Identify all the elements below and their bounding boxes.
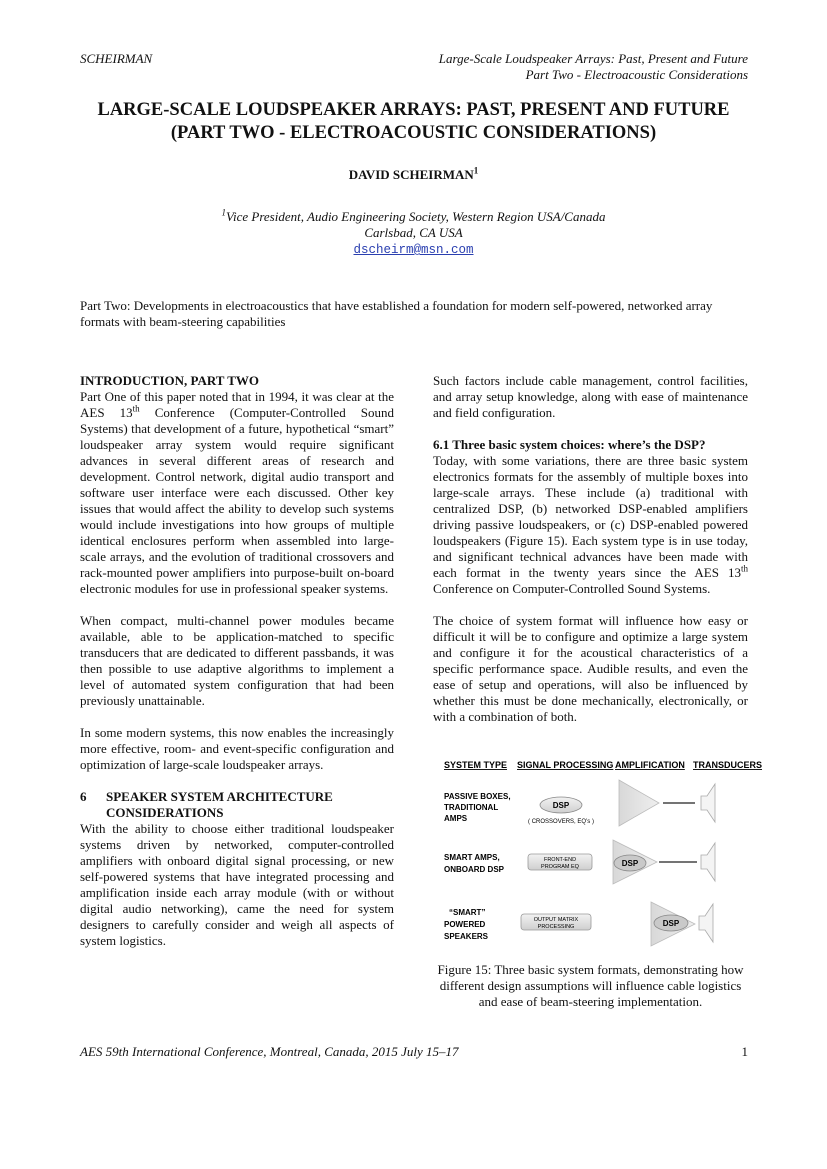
section-number: 6 (80, 789, 87, 804)
figure-col-header: SYSTEM TYPE (444, 760, 508, 770)
figure-col-header: TRANSDUCERS (693, 760, 763, 770)
affiliation-line2: Carlsbad, CA USA (364, 225, 463, 240)
paper-title-line1: LARGE-SCALE LOUDSPEAKER ARRAYS: PAST, PRESENT AND FUTURE (97, 100, 730, 120)
running-header-title-line2: Part Two - Electroacoustic Considerations (525, 67, 748, 82)
processing-box-label: OUTPUT MATRIX (533, 917, 579, 923)
row-label: ONBOARD DSP (444, 865, 505, 874)
amplifier-triangle (619, 780, 659, 826)
ordinal-sup: th (132, 403, 140, 414)
author-sup: 1 (473, 165, 479, 176)
author-name (60, 167, 767, 183)
row-label: SMART AMPS, (444, 853, 500, 862)
left-column (80, 373, 394, 965)
row-label: AMPS (444, 814, 468, 823)
footer-conference: AES 59th International Conference, Montreal, Canada, 2015 July 15–17 (80, 1044, 459, 1059)
author-name-text: DAVID SCHEIRMAN (348, 167, 474, 182)
paragraph: With the ability to choose either traditional loudspeaker systems driven by networked, computer-controlled amplifiers with onboard digital signal processing, or new self-powered systems that have integrated processing and amplification inside each array module (with or without digital audio networking), came the need for system designers to carefully consider and weigh all aspects of system logistics. (80, 821, 394, 948)
paragraph-text: Conference on Computer-Controlled Sound Systems. (433, 581, 711, 596)
row-label: PASSIVE BOXES, (444, 792, 511, 801)
section-heading-text: SPEAKER SYSTEM ARCHITECTURE CONSIDERATIONS (106, 789, 333, 820)
dsp-label: DSP (621, 859, 639, 868)
dsp-sublabel: ( CROSSOVERS, EQ’s ) (528, 819, 594, 825)
right-column (433, 373, 748, 741)
dsp-label: DSP (662, 919, 680, 928)
row-label: POWERED (444, 920, 486, 929)
section-heading-6-1: 6.1 Three basic system choices: where’s the DSP? (433, 437, 706, 452)
processing-box-label: PROCESSING (537, 924, 575, 930)
page-number: 1 (741, 1044, 748, 1059)
paper-title (60, 99, 767, 145)
row-label: TRADITIONAL (444, 803, 499, 812)
figure-15-diagram (433, 756, 763, 956)
paragraph: The choice of system format will influence how easy or difficult it will be to configure and optimize a large system and configure it for the acoustical characteristics of a specific performance space. Audible results, and even the ease of setup and operations, will also be influenced by whether this must be done mechanically, electronically, or with a combination of both. (433, 613, 748, 724)
paragraph: In some modern systems, this now enables the increasingly more effective, room- and event-specific configuration and optimization of large-scale loudspeaker arrays. (80, 725, 394, 772)
speaker-icon (699, 904, 713, 942)
running-header-title-line1: Large-Scale Loudspeaker Arrays: Past, Present and Future (438, 51, 748, 66)
processing-box-label: PROGRAM EQ (541, 864, 579, 870)
section-heading-6 (80, 789, 394, 821)
abstract: Part Two: Developments in electroacoustics that have established a foundation for modern self-powered, networked array formats with beam-steering capabilities (80, 298, 713, 329)
paragraph (80, 389, 394, 597)
paragraph: Such factors include cable management, control facilities, and array setup knowledge, along with ease of maintenance and field configuration. (433, 373, 748, 420)
running-header-author: SCHEIRMAN (80, 51, 153, 66)
affiliation-line1 (60, 209, 767, 225)
row-label: “SMART” (449, 908, 486, 917)
row-label: SPEAKERS (444, 932, 489, 941)
paragraph-text: Part One of this paper noted that in 1994, it was clear at the AES 13 (80, 389, 394, 420)
dsp-label: DSP (552, 801, 570, 810)
affiliation (60, 209, 767, 258)
running-header-title (439, 51, 748, 83)
paper-title-line2: (PART TWO - ELECTROACOUSTIC CONSIDERATIONS) (170, 123, 657, 143)
section-heading-intro: INTRODUCTION, PART TWO (80, 373, 260, 388)
affiliation-sup: 1 (221, 207, 227, 218)
paragraph (433, 453, 748, 597)
paragraph: When compact, multi-channel power modules became available, able to be application-matched to specific transducers that are dedicated to different passbands, it was then possible to use adaptive algorithms to implement a level of automated system configuration that had been previously unattainable. (80, 613, 394, 708)
paragraph-text: Conference (Computer-Controlled Sound Systems) that development of a future, hypothetical “smart” loudspeaker array system would require significant advances in several different areas of research and development. Control network, digital audio transport and software user interface were each discussed. Other key issues that would affect the ability to develop such systems would include investigations into how groups of multiple identical enclosures perform when assembled into large-scale arrays, and the evolution of traditional crossovers and rack-mounted power amplifiers into purpose-built on-board electronic modules for use in professional speaker systems. (80, 405, 395, 596)
processing-box-label: FRONT-END (543, 857, 577, 863)
figure-col-header: AMPLIFICATION (615, 760, 685, 770)
email-link[interactable]: dscheirm@msn.com (353, 243, 474, 257)
ordinal-sup: th (740, 563, 748, 574)
figure-col-header: SIGNAL PROCESSING (517, 760, 614, 770)
affiliation-line1-text: Vice President, Audio Engineering Society, Western Region USA/Canada (226, 209, 606, 224)
paragraph-text: Today, with some variations, there are three basic system electronics formats for the assembly of multiple boxes into large-scale arrays. These include (a) traditional with centralized DSP, (b) networked DSP-enabled amplifiers driving passive loudspeakers, or (c) DSP-enabled powered loudspeakers (Figure 15). Each system type is in use today, and significant technical advances have been made with each format in the twenty years since the AES 13 (433, 453, 748, 580)
speaker-icon (701, 784, 715, 822)
figure-caption: Figure 15: Three basic system formats, demonstrating how different design assumptions will influence cable logistics and ease of beam-steering implementation. (437, 962, 744, 1009)
speaker-icon (701, 843, 715, 881)
